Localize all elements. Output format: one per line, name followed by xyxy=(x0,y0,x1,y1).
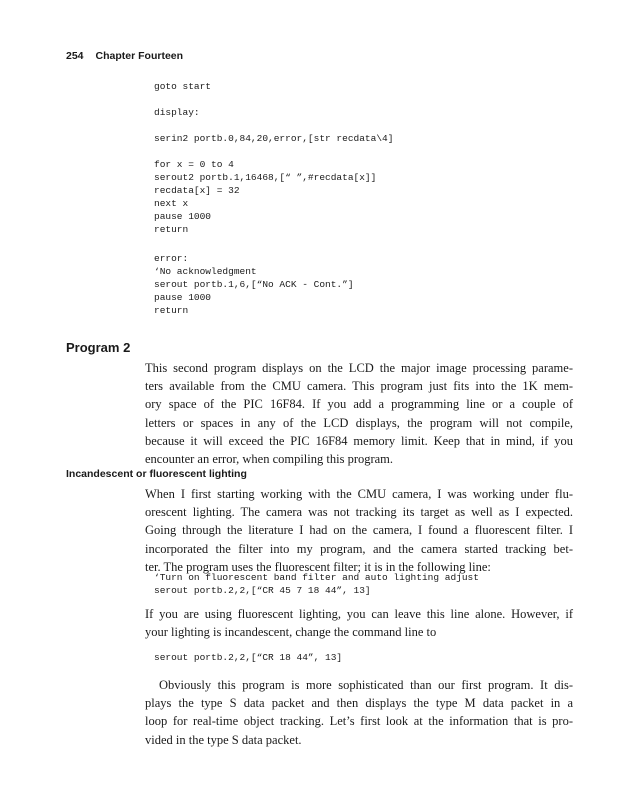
code-block-error xyxy=(154,252,354,317)
code-line: recdata[x] = 32 xyxy=(154,185,240,196)
text-line: letters or spaces in any of the LCD displays, the program will not compile, xyxy=(145,415,573,430)
code-line: ‘Turn on fluorescent band filter and auto lighting adjust xyxy=(154,572,479,583)
code-line: serout portb.2,2,[“CR 45 7 18 44”, 13] xyxy=(154,585,371,596)
lighting-paragraph-3 xyxy=(145,676,573,749)
code-block-goto xyxy=(154,80,211,93)
code-block-fluorescent xyxy=(154,571,479,597)
code-line: return xyxy=(154,305,189,316)
code-line: display: xyxy=(154,107,200,118)
text-line: Going through the literature I had on the camera, I found a fluorescent filter. I xyxy=(145,523,573,538)
code-line: ‘No acknowledgment xyxy=(154,266,257,277)
text-line: incorporated the filter into my program, and the camera started tracking bet- xyxy=(145,541,573,556)
text-line: If you are using fluorescent lighting, you can leave this line alone. However, if xyxy=(145,607,573,621)
chapter-title: Chapter Fourteen xyxy=(95,50,184,62)
code-line: pause 1000 xyxy=(154,211,212,222)
section-heading-program-2: Program 2 xyxy=(66,340,131,355)
text-line: encounter an error, when compiling this program. xyxy=(145,452,394,467)
code-line: serout2 portb.1,16468,[“ ”,#recdata[x]] xyxy=(154,172,377,183)
text-line: ory space of the PIC 16F84. If you add a programming line or a couple of xyxy=(145,397,573,412)
code-line: serout portb.2,2,[“CR 18 44”, 13] xyxy=(154,652,343,663)
text-line: because it will exceed the PIC 16F84 memory limit. Keep that in mind, if you xyxy=(145,433,573,448)
code-line: return xyxy=(154,224,189,235)
code-line: error: xyxy=(154,253,189,264)
code-block-display xyxy=(154,106,200,119)
code-line: serout portb.1,6,[“No ACK - Cont.”] xyxy=(154,279,354,290)
text-line: vided in the type S data packet. xyxy=(145,732,302,747)
page-number: 254 xyxy=(66,50,84,62)
text-line: Obviously this program is more sophisticated than our first program. It dis- xyxy=(159,678,573,692)
text-line: plays the type S data packet and then displays the type M data packet in a xyxy=(145,696,573,711)
text-line: ter. The program uses the fluorescent filter; it is in the following line: xyxy=(145,559,491,574)
program2-paragraph xyxy=(145,359,573,468)
text-line: ters available from the CMU camera. This program just fits into the 1K mem- xyxy=(145,379,573,394)
lighting-paragraph-2 xyxy=(145,605,573,641)
running-header xyxy=(66,50,183,62)
section-heading-lighting: Incandescent or fluorescent lighting xyxy=(66,468,247,480)
code-block-loop xyxy=(154,158,376,236)
code-line: goto start xyxy=(154,81,212,92)
code-line: for x = 0 to 4 xyxy=(154,159,234,170)
text-line: This second program displays on the LCD the major image processing parame- xyxy=(145,361,573,375)
lighting-paragraph-1 xyxy=(145,485,573,576)
code-line: serin2 portb.0,84,20,error,[str recdata\4] xyxy=(154,133,394,144)
text-line: orescent lighting. The camera was not tracking its target as well as I expected. xyxy=(145,505,573,520)
text-line: your lighting is incandescent, change the command line to xyxy=(145,625,437,640)
code-block-incandescent xyxy=(154,651,342,664)
code-line: pause 1000 xyxy=(154,292,212,303)
code-block-serin xyxy=(154,132,393,145)
text-line: loop for real-time object tracking. Let’s first look at the information that is pro- xyxy=(145,714,573,729)
text-line: When I first starting working with the CMU camera, I was working under flu- xyxy=(145,487,573,501)
code-line: next x xyxy=(154,198,189,209)
